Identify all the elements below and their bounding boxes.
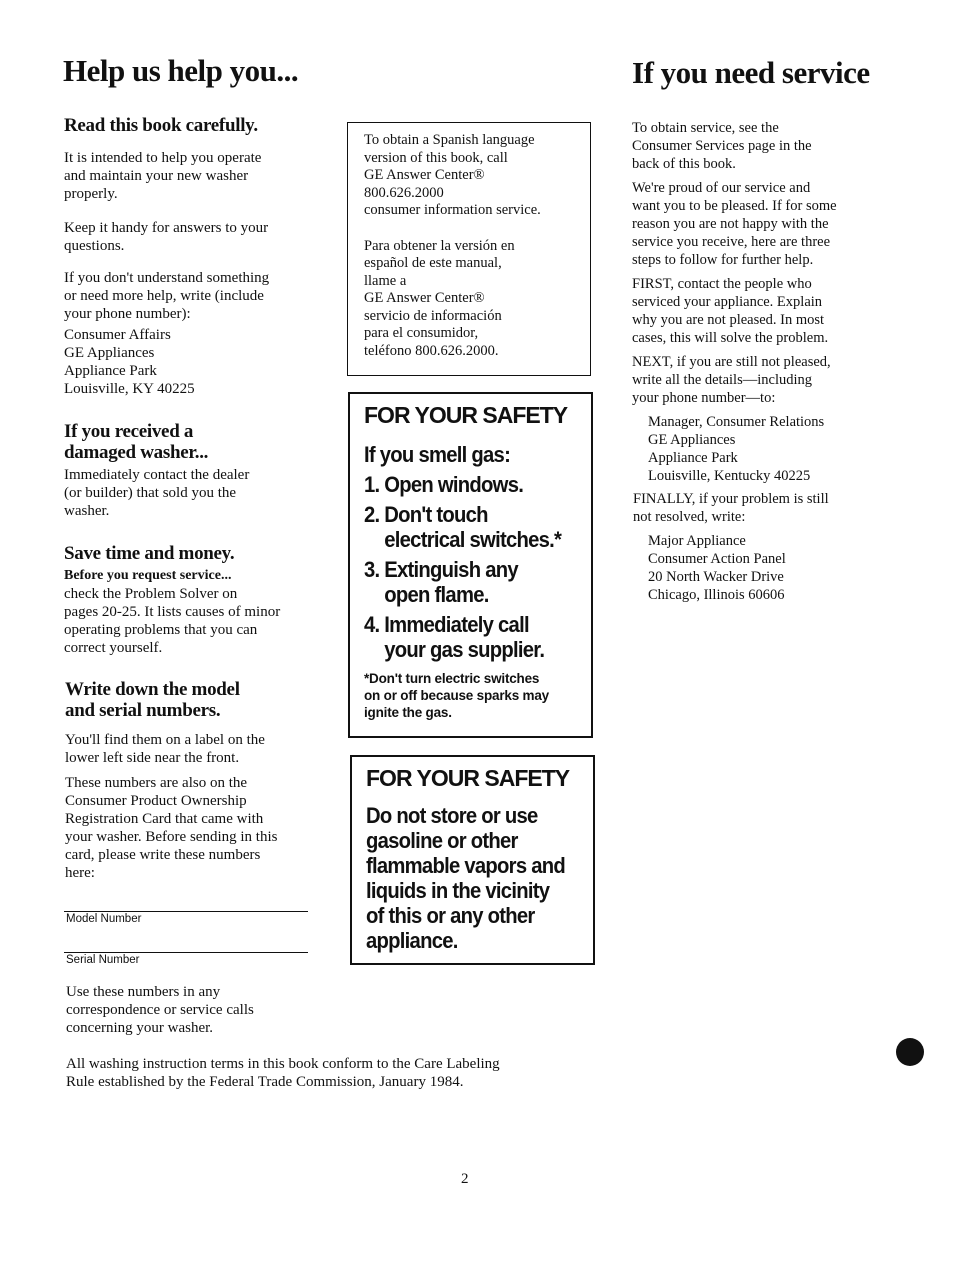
step-line: Immediately call xyxy=(384,612,529,637)
read-heading: Read this book carefully. xyxy=(64,115,258,136)
service-paragraph-next xyxy=(632,353,831,407)
text-line: español de este manual, xyxy=(364,255,502,271)
save-lead: Before you request service... xyxy=(64,568,232,583)
left-page-title: Help us help you... xyxy=(63,53,299,88)
consumer-affairs-address xyxy=(64,326,195,398)
address-line: Appliance Park xyxy=(64,363,157,379)
text-line: not resolved, write: xyxy=(633,509,746,525)
text-line: your washer. Before sending in this xyxy=(65,829,278,845)
text-line: servicio de información xyxy=(364,307,502,324)
model-number-label: Model Number xyxy=(66,913,142,925)
gas-safety-box xyxy=(348,392,593,738)
step-line: Extinguish any xyxy=(384,557,518,582)
heading-line: and serial numbers. xyxy=(65,700,221,721)
save-heading: Save time and money. xyxy=(64,543,235,564)
serial-number-line[interactable] xyxy=(64,952,308,953)
text-line: If you don't understand something xyxy=(64,270,270,286)
step-line: your gas supplier. xyxy=(384,637,545,662)
gas-safety-note xyxy=(364,670,591,721)
text-line: service you receive, here are three xyxy=(632,234,831,250)
text-line: teléfono 800.626.2000. xyxy=(364,342,499,359)
text-line: You'll find them on a label on the xyxy=(65,732,265,748)
text-line: FINALLY, if your problem is still xyxy=(633,491,829,507)
heading-line: Write down the model xyxy=(65,679,240,700)
heading-line: damaged washer... xyxy=(64,442,209,463)
model-paragraph-3 xyxy=(66,983,254,1037)
gas-safety-subheading: If you smell gas: xyxy=(364,442,511,467)
text-line: Rule established by the Federal Trade Commission, January 1984. xyxy=(66,1074,464,1090)
text-line: or need more help, write (include xyxy=(64,288,264,304)
text-line: (or builder) that sold you the xyxy=(64,485,237,501)
text-line: pages 20-25. It lists causes of minor xyxy=(64,604,281,620)
text-line: Registration Card that came with xyxy=(65,811,264,827)
gas-safety-heading: FOR YOUR SAFETY xyxy=(364,402,568,428)
text-line: your phone number—to: xyxy=(632,390,776,406)
text-line: questions. xyxy=(64,238,125,254)
text-line: lower left side near the front. xyxy=(65,750,240,766)
text-line: llame a xyxy=(364,272,407,289)
step-number: 1. xyxy=(364,472,380,497)
gas-safety-step-1 xyxy=(364,472,573,497)
damaged-heading xyxy=(64,421,208,463)
text-line: These numbers are also on the xyxy=(65,775,248,791)
gas-safety-step-3 xyxy=(364,557,573,607)
step-number: 3. xyxy=(364,557,380,582)
text-line: correspondence or service calls xyxy=(66,1002,254,1018)
text-line: FIRST, contact the people who xyxy=(632,276,812,292)
text-line: check the Problem Solver on xyxy=(64,586,238,602)
vapor-safety-box xyxy=(350,755,595,965)
service-paragraph-1 xyxy=(632,119,812,173)
text-line: Consumer Services page in the xyxy=(632,138,812,154)
note-line: *Don't turn electric switches xyxy=(364,671,540,686)
heading-line: If you received a xyxy=(64,421,194,442)
text-line: We're proud of our service and xyxy=(632,180,811,196)
address-line: Chicago, Illinois 60606 xyxy=(648,587,785,603)
read-paragraph-2 xyxy=(64,219,268,255)
read-paragraph-3 xyxy=(64,269,269,323)
step-line: open flame. xyxy=(384,582,489,607)
consumer-relations-address xyxy=(648,413,824,485)
text-line: 800.626.2000 xyxy=(364,184,444,201)
warning-line: liquids in the vicinity xyxy=(366,878,550,903)
model-number-line[interactable] xyxy=(64,911,308,912)
warning-line: flammable vapors and xyxy=(366,853,566,878)
note-line: ignite the gas. xyxy=(364,705,452,720)
warning-line: Do not store or use xyxy=(366,803,538,828)
vapor-safety-heading: FOR YOUR SAFETY xyxy=(366,765,570,791)
care-labeling-note xyxy=(66,1055,500,1091)
gas-safety-step-4 xyxy=(364,612,573,662)
warning-line: gasoline or other xyxy=(366,828,518,853)
service-paragraph-finally xyxy=(633,490,829,526)
text-line: operating problems that you can xyxy=(64,622,258,638)
address-line: Louisville, KY 40225 xyxy=(64,381,195,397)
text-line: To obtain service, see the xyxy=(632,120,779,136)
address-line: Consumer Affairs xyxy=(64,327,171,343)
text-line: why you are not pleased. In most xyxy=(632,312,825,328)
address-line: Appliance Park xyxy=(648,450,738,466)
text-line: steps to follow for further help. xyxy=(632,252,814,268)
text-line: concerning your washer. xyxy=(66,1020,214,1036)
service-paragraph-2 xyxy=(632,179,837,269)
text-line: properly. xyxy=(64,186,118,202)
text-line: write all the details—including xyxy=(632,372,812,388)
text-line: reason you are not happy with the xyxy=(632,216,829,232)
right-page-title: If you need service xyxy=(632,55,870,90)
registration-mark-icon xyxy=(896,1038,924,1066)
text-line: Use these numbers in any xyxy=(66,984,221,1000)
text-line: GE Answer Center® xyxy=(364,167,485,183)
consumer-action-panel-address xyxy=(648,532,786,604)
address-line: Consumer Action Panel xyxy=(648,551,786,567)
warning-line: of this or any other xyxy=(366,903,535,928)
text-line: washer. xyxy=(64,503,110,519)
address-line: 20 North Wacker Drive xyxy=(648,569,784,585)
address-line: Louisville, Kentucky 40225 xyxy=(648,468,811,484)
text-line: GE Answer Center® xyxy=(364,290,485,306)
warning-line: appliance. xyxy=(366,928,458,953)
text-line: Immediately contact the dealer xyxy=(64,467,250,483)
gas-safety-step-2 xyxy=(364,502,573,552)
text-line: cases, this will solve the problem. xyxy=(632,330,829,346)
damaged-text xyxy=(64,466,249,520)
text-line: Consumer Product Ownership xyxy=(65,793,247,809)
address-line: Major Appliance xyxy=(648,533,746,549)
model-paragraph-2 xyxy=(65,774,277,882)
vapor-safety-text xyxy=(366,803,575,953)
text-line: consumer information service. xyxy=(364,202,541,218)
step-line: Don't touch xyxy=(384,502,488,527)
text-line: here: xyxy=(65,865,95,881)
step-line: Open windows. xyxy=(384,472,524,497)
save-text xyxy=(64,567,280,657)
text-line: want you to be pleased. If for some xyxy=(632,198,837,214)
spanish-version-box xyxy=(347,122,591,376)
address-line: GE Appliances xyxy=(648,432,736,448)
text-line: your phone number): xyxy=(64,306,191,322)
text-line: back of this book. xyxy=(632,156,736,172)
note-line: on or off because sparks may xyxy=(364,688,549,703)
serial-number-label: Serial Number xyxy=(66,954,140,966)
text-line: To obtain a Spanish language xyxy=(364,132,535,148)
page-number: 2 xyxy=(461,1171,469,1187)
text-line: It is intended to help you operate xyxy=(64,150,262,166)
address-line: GE Appliances xyxy=(64,345,155,361)
text-line: NEXT, if you are still not pleased, xyxy=(632,354,831,370)
model-paragraph-1 xyxy=(65,731,265,767)
text-line: card, please write these numbers xyxy=(65,847,261,863)
text-line: Keep it handy for answers to your xyxy=(64,220,269,236)
service-paragraph-first xyxy=(632,275,828,347)
address-line: Manager, Consumer Relations xyxy=(648,414,825,430)
step-line: electrical switches.* xyxy=(384,527,562,552)
text-line: version of this book, call xyxy=(364,149,508,166)
text-line: All washing instruction terms in this book conform to the Care Labeling xyxy=(66,1056,500,1072)
text-line: Para obtener la versión en xyxy=(364,237,515,254)
text-line: and maintain your new washer xyxy=(64,168,249,184)
model-heading xyxy=(65,679,240,721)
text-line: serviced your appliance. Explain xyxy=(632,294,823,310)
step-number: 4. xyxy=(364,612,380,637)
text-line: correct yourself. xyxy=(64,640,163,656)
step-number: 2. xyxy=(364,502,380,527)
read-paragraph-1 xyxy=(64,149,261,203)
text-line: para el consumidor, xyxy=(364,325,479,341)
